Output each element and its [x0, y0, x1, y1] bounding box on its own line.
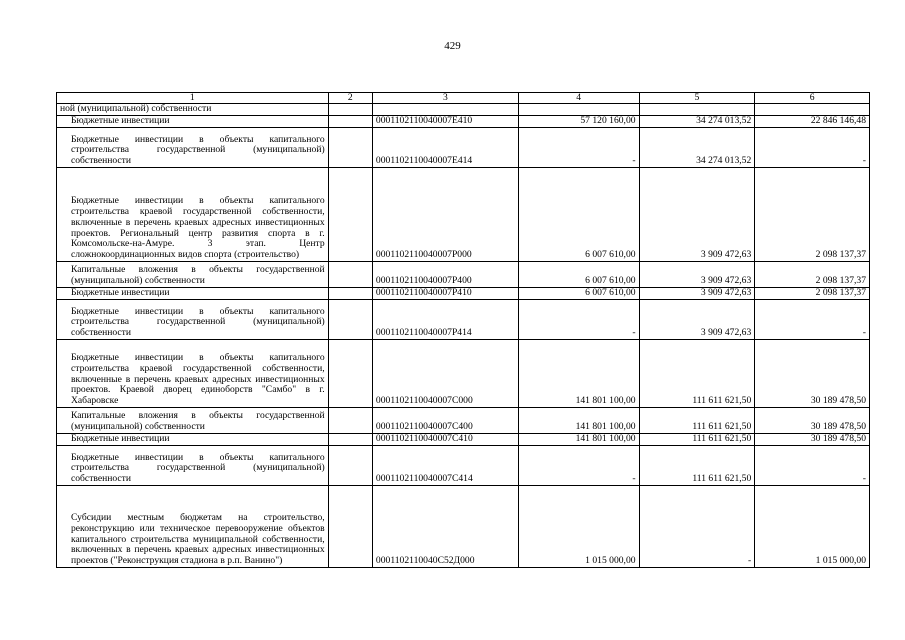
table-row	[57, 446, 870, 486]
row-remainder-cell: 22 846 146,48	[755, 116, 870, 128]
row-col2-cell	[328, 408, 372, 434]
table-row	[57, 116, 870, 128]
row-remainder-cell: 30 189 478,50	[755, 408, 870, 434]
column-header: 6	[755, 93, 870, 104]
row-executed-cell: -	[639, 486, 755, 568]
row-code-cell: 0001102110040С52Д000	[372, 486, 518, 568]
row-remainder-cell: -	[755, 300, 870, 340]
row-planned-cell: 6 007 610,00	[518, 168, 639, 262]
row-name-cell: ной (муниципальной) собственности	[57, 104, 329, 116]
table-row	[57, 486, 870, 568]
row-col2-cell	[328, 300, 372, 340]
row-remainder-cell: 1 015 000,00	[755, 486, 870, 568]
row-executed-cell	[639, 104, 755, 116]
row-name-cell: Бюджетные инвестиции в объекты капитального строительства государственной (муниципальной) собственности	[57, 446, 329, 486]
row-remainder-cell: 2 098 137,37	[755, 288, 870, 300]
row-col2-cell	[328, 128, 372, 168]
row-name-cell: Бюджетные инвестиции в объекты капитального строительства краевой государственной собственности, включенные в перечень краевых адресных инвестиционных проектов. Региональный центр развития спорта в г. Комсомольске-на-Амуре. 3 этап. Центр сложнокоординационных видов спорта (строительство)	[57, 168, 329, 262]
row-col2-cell	[328, 434, 372, 446]
row-name-cell: Бюджетные инвестиции	[57, 288, 329, 300]
table-row	[57, 288, 870, 300]
column-header: 3	[372, 93, 518, 104]
row-remainder-cell	[755, 104, 870, 116]
row-planned-cell: 57 120 160,00	[518, 116, 639, 128]
page-number: 429	[444, 40, 461, 52]
row-remainder-cell: 2 098 137,37	[755, 262, 870, 288]
row-name-cell: Бюджетные инвестиции в объекты капитального строительства государственной (муниципальной) собственности	[57, 300, 329, 340]
row-code-cell: 0001102110040007С410	[372, 434, 518, 446]
budget-table	[56, 92, 870, 568]
table-row	[57, 168, 870, 262]
row-name-cell: Бюджетные инвестиции в объекты капитального строительства краевой государственной собственности, включенные в перечень краевых адресных инвестиционных проектов. Краевой дворец единоборств "Самбо" в г. Хабаровске	[57, 340, 329, 408]
row-code-cell	[372, 104, 518, 116]
row-code-cell: 0001102110040007С414	[372, 446, 518, 486]
row-code-cell: 0001102110040007Р400	[372, 262, 518, 288]
row-name-cell: Субсидии местным бюджетам на строительство, реконструкцию или техническое перевооружение объектов капитального строительства муниципальной собственности, включенных в перечень краевых адресных инвестиционных проектов ("Реконструкция стадиона в р.п. Ванино")	[57, 486, 329, 568]
row-executed-cell: 3 909 472,63	[639, 288, 755, 300]
row-executed-cell: 111 611 621,50	[639, 408, 755, 434]
row-col2-cell	[328, 104, 372, 116]
row-planned-cell: 6 007 610,00	[518, 288, 639, 300]
row-code-cell: 0001102110040007Р414	[372, 300, 518, 340]
row-executed-cell: 3 909 472,63	[639, 262, 755, 288]
table-row	[57, 128, 870, 168]
row-col2-cell	[328, 116, 372, 128]
row-name-cell: Капитальные вложения в объекты государственной (муниципальной) собственности	[57, 408, 329, 434]
row-planned-cell: -	[518, 300, 639, 340]
column-header: 4	[518, 93, 639, 104]
table-row	[57, 434, 870, 446]
row-code-cell: 0001102110040007Р000	[372, 168, 518, 262]
row-planned-cell: -	[518, 128, 639, 168]
column-header: 5	[639, 93, 755, 104]
row-executed-cell: 111 611 621,50	[639, 434, 755, 446]
table-row	[57, 408, 870, 434]
row-executed-cell: 111 611 621,50	[639, 446, 755, 486]
column-header: 2	[328, 93, 372, 104]
table-row	[57, 300, 870, 340]
row-code-cell: 0001102110040007Е414	[372, 128, 518, 168]
row-remainder-cell: 30 189 478,50	[755, 340, 870, 408]
row-code-cell: 0001102110040007Е410	[372, 116, 518, 128]
row-col2-cell	[328, 168, 372, 262]
row-planned-cell: 141 801 100,00	[518, 340, 639, 408]
row-remainder-cell: 2 098 137,37	[755, 168, 870, 262]
row-name-cell: Капитальные вложения в объекты государственной (муниципальной) собственности	[57, 262, 329, 288]
row-executed-cell: 111 611 621,50	[639, 340, 755, 408]
table-row	[57, 262, 870, 288]
row-name-cell: Бюджетные инвестиции	[57, 116, 329, 128]
row-executed-cell: 3 909 472,63	[639, 168, 755, 262]
row-col2-cell	[328, 262, 372, 288]
row-col2-cell	[328, 486, 372, 568]
table-row	[57, 340, 870, 408]
row-executed-cell: 3 909 472,63	[639, 300, 755, 340]
row-code-cell: 0001102110040007С400	[372, 408, 518, 434]
row-executed-cell: 34 274 013,52	[639, 116, 755, 128]
row-planned-cell: 6 007 610,00	[518, 262, 639, 288]
row-remainder-cell: -	[755, 446, 870, 486]
row-col2-cell	[328, 446, 372, 486]
column-header: 1	[57, 93, 329, 104]
table-header-row	[57, 93, 870, 104]
row-planned-cell	[518, 104, 639, 116]
row-col2-cell	[328, 340, 372, 408]
row-name-cell: Бюджетные инвестиции	[57, 434, 329, 446]
row-code-cell: 0001102110040007Р410	[372, 288, 518, 300]
row-planned-cell: 1 015 000,00	[518, 486, 639, 568]
row-planned-cell: 141 801 100,00	[518, 434, 639, 446]
row-planned-cell: 141 801 100,00	[518, 408, 639, 434]
row-planned-cell: -	[518, 446, 639, 486]
row-executed-cell: 34 274 013,52	[639, 128, 755, 168]
row-remainder-cell: 30 189 478,50	[755, 434, 870, 446]
row-name-cell: Бюджетные инвестиции в объекты капитального строительства государственной (муниципальной) собственности	[57, 128, 329, 168]
row-col2-cell	[328, 288, 372, 300]
row-remainder-cell: -	[755, 128, 870, 168]
table-row	[57, 104, 870, 116]
row-code-cell: 0001102110040007С000	[372, 340, 518, 408]
table-body	[57, 104, 870, 568]
